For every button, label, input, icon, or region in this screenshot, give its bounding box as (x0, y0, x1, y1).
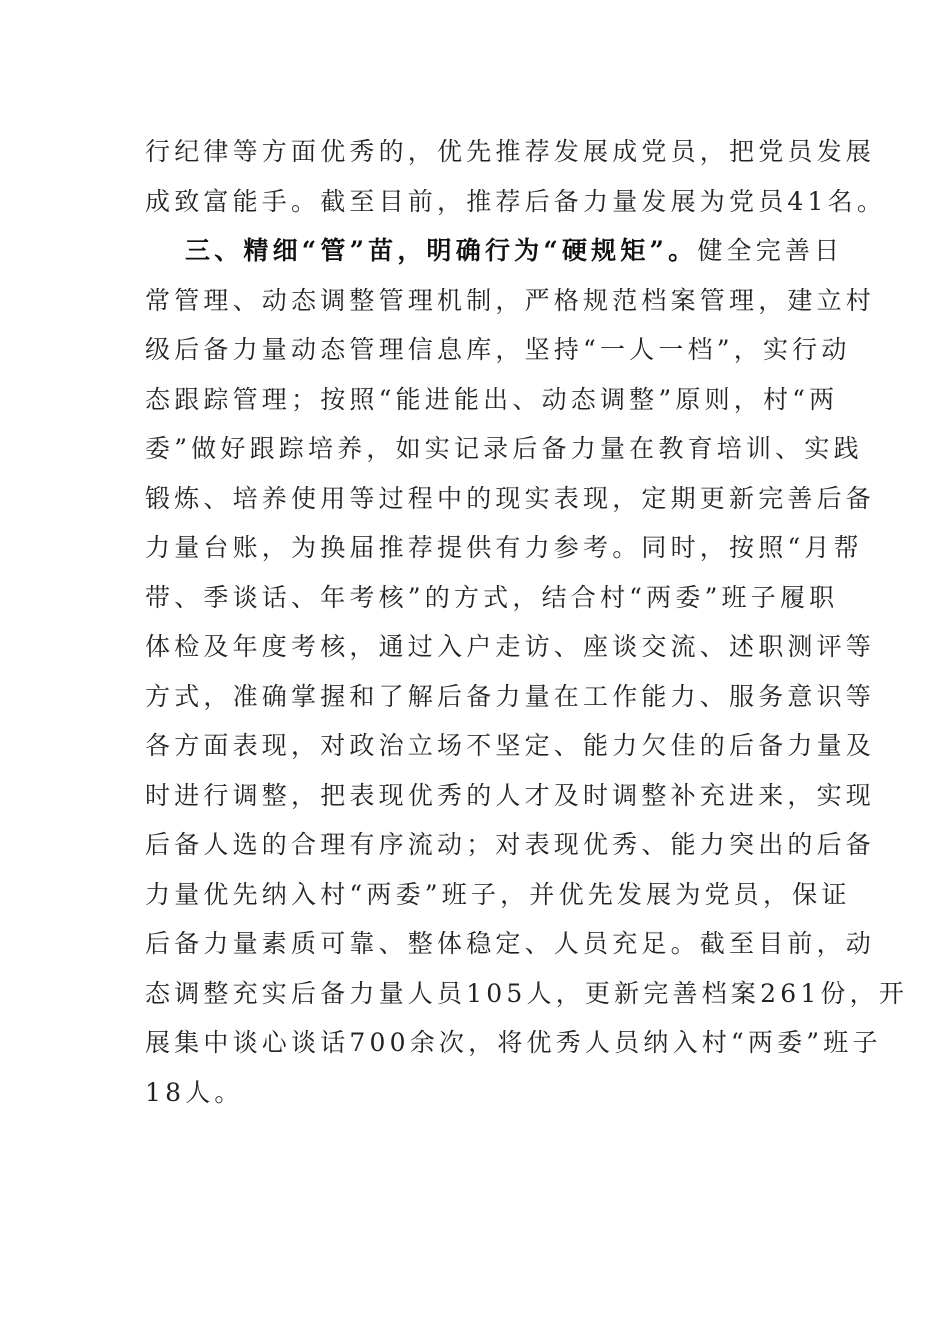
text-line: 体检及年度考核，通过入户走访、座谈交流、述职测评等 (145, 632, 876, 661)
text-line: 方式，准确掌握和了解后备力量在工作能力、服务意识等 (145, 681, 876, 711)
text-line: 后备力量素质可靠、整体稳定、人员充足。截至目前，动 (145, 929, 876, 958)
section-heading: 三、精细“管”苗，明确行为“硬规矩”。 (185, 236, 698, 265)
text-line: 18人。 (145, 1077, 244, 1107)
section-heading-line (145, 226, 844, 276)
text-line: 时进行调整，把表现优秀的人才及时调整补充进来，实现 (145, 780, 876, 810)
text-line: 带、季谈话、年考核”的方式，结合村“两委”班子履职 (145, 582, 839, 612)
text-line: 态调整充实后备力量人员105人，更新完善档案261份，开 (145, 978, 909, 1008)
text-line: 后备人选的合理有序流动；对表现优秀、能力突出的后备 (145, 830, 876, 859)
text-line: 级后备力量动态管理信息库，坚持“一人一档”，实行动 (145, 335, 851, 364)
text-line: 态跟踪管理；按照“能进能出、动态调整”原则，村“两 (145, 384, 839, 414)
paragraph-section-three (145, 226, 909, 1117)
text-line: 锻炼、培养使用等过程中的现实表现，定期更新完善后备 (145, 483, 876, 513)
text-line: 力量优先纳入村“两委”班子，并优先发展为党员，保证 (145, 879, 851, 909)
text-line: 展集中谈心谈话700余次，将优秀人员纳入村“两委”班子 (145, 1028, 882, 1057)
text-line: 委”做好跟踪培养，如实记录后备力量在教育培训、实践 (145, 434, 863, 463)
text-line: 常管理、动态调整管理机制，严格规范档案管理，建立村 (145, 285, 876, 315)
paragraph-continued (145, 127, 887, 226)
section-heading-continuation: 健全完善日 (697, 236, 844, 265)
text-line: 行纪律等方面优秀的，优先推荐发展成党员，把党员发展 (145, 137, 876, 166)
text-line: 各方面表现，对政治立场不坚定、能力欠佳的后备力量及 (145, 731, 876, 760)
text-line: 力量台账，为换届推荐提供有力参考。同时，按照“月帮 (145, 533, 863, 562)
text-line: 成致富能手。截至目前，推荐后备力量发展为党员41名。 (145, 186, 887, 216)
